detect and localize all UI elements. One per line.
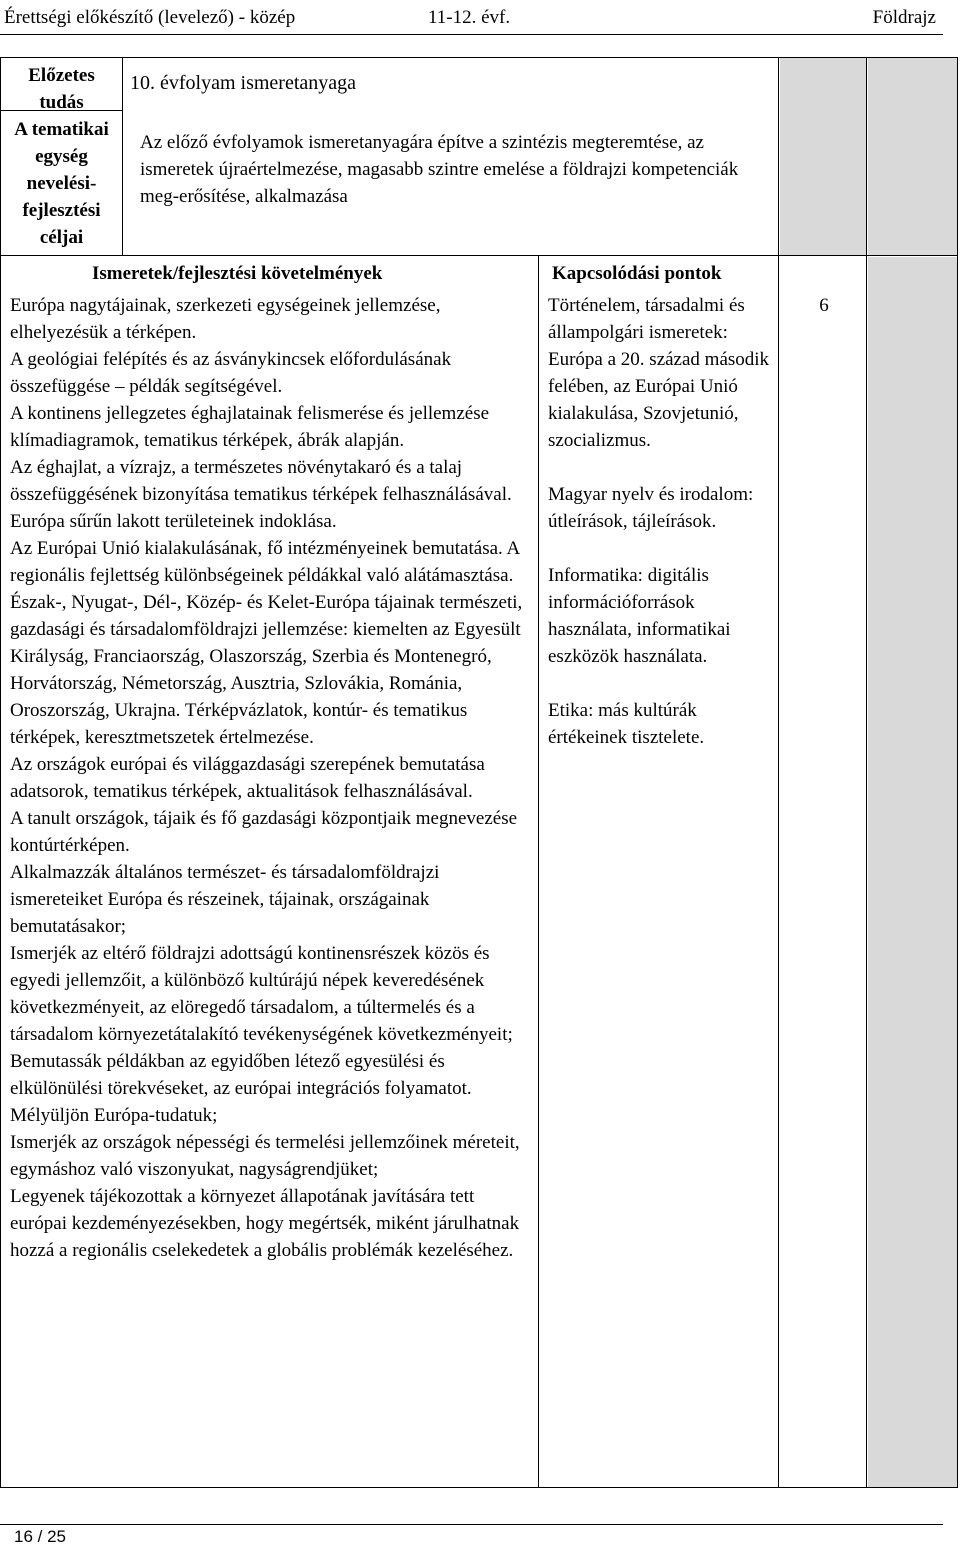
requirements-list: [10, 292, 530, 1264]
requirement-item: Ismerjék az eltérő földrajzi adottságú kontinensrészek közös és egyedi jellemzőit, a különböző kultúrájú népek keveredésének következményeit, az elöregedő társadalom, a túltermelés és a társadalom környezetátalakító tevékenységének következményeit;: [10, 943, 513, 1045]
header-rule: [0, 34, 943, 35]
grid-line: [538, 256, 539, 1488]
requirement-item: A tanult országok, tájaik és fő gazdasági központjaik megnevezése kontúrtérképen.: [10, 808, 518, 856]
header-course-title: Érettségi előkészítő (levelező) - közép: [4, 7, 296, 28]
requirement-item: Bemutassák példákban az egyidőben létező egyesülési és elkülönülési törekvéseket, az európai integrációs folyamatot. Mélyüljön Európa-tudatuk;: [10, 1051, 472, 1126]
grid-line: [122, 57, 123, 255]
link-item: Magyar nyelv és irodalom: útleírások, tájleírások.: [548, 484, 754, 532]
requirement-item: A geológiai felépítés és az ásványkincsek előfordulásának összefüggése – példák segítségével.: [10, 349, 452, 397]
objectives-label: A tematikai egység nevelési-fejlesztési céljai: [14, 119, 109, 248]
requirement-item: Ismerjék az országok népességi és termelési jellemzőinek méreteit, egymáshoz való viszonyukat, nagyságrendjüket;: [10, 1132, 520, 1180]
page-number: 16 / 25: [14, 1527, 66, 1546]
requirement-item: Az országok európai és világgazdasági szerepének bemutatása adatsorok, tematikus térképek, aktualitások felhasználásával.: [10, 754, 485, 802]
requirement-item: Az Európai Unió kialakulásának, fő intézményeinek bemutatása. A regionális fejlettség különbségeinek példákkal való alátámasztása.: [10, 538, 520, 586]
page-header: [0, 5, 960, 35]
grid-line: [0, 255, 958, 256]
requirement-item: Európa sűrűn lakott területeinek indoklása.: [10, 511, 337, 532]
link-item: Történelem, társadalmi és állampolgári ismeretek: Európa a 20. század második felében, az Európai Unió kialakulása, Szovjetunió, szocializmus.: [548, 295, 770, 451]
requirement-item: Legyenek tájékozottak a környezet állapotának javítására tett európai kezdeményezésekben, hogy megértsék, miként járulhatnak hozzá a regionális cselekedetek a globális problémák kezeléséhez.: [10, 1186, 520, 1261]
left-labels: [4, 62, 119, 251]
link-item: Etika: más kultúrák értékeinek tisztelete.: [548, 700, 705, 748]
shaded-cell: [868, 257, 957, 1487]
link-item: Informatika: digitális információforrások használata, informatikai eszközök használata.: [548, 565, 731, 667]
requirements-heading: Ismeretek/fejlesztési követelmények: [92, 263, 383, 284]
links-list: [548, 292, 776, 778]
requirement-item: Alkalmazzák általános természet- és társadalomföldrajzi ismereteiket Európa és részeinek, tájainak, országainak bemutatásakor;: [10, 862, 440, 937]
hours-value: 6: [819, 295, 829, 316]
grid-line: [866, 57, 867, 1488]
footer-rule: [0, 1524, 943, 1525]
grid-line: [778, 57, 779, 1488]
shaded-cell: [780, 58, 866, 255]
prev-knowledge-label: Előzetes tudás: [28, 65, 95, 113]
links-heading: Kapcsolódási pontok: [552, 263, 722, 284]
shaded-cell: [868, 58, 957, 255]
objective-text: Az előző évfolyamok ismeretanyagára építve a szintézis megteremtése, az ismeretek újraértelmezése, magasabb szintre emelése a földrajzi kompetenciák meg-erősítése, alkalmazása: [140, 132, 739, 207]
requirement-item: Észak-, Nyugat-, Dél-, Közép- és Kelet-Európa tájainak természeti, gazdasági és társadalomföldrajzi jellemzése: kiemelten az Egyesült Királyság, Franciaország, Olaszország, Szerbia és Montenegró, Horvátország, Németország, Ausztria, Szlovákia, Románia, Oroszország, Ukrajna. Térképvázlatok, kontúr- és tematikus térképek, keresztmetszetek értelmezése.: [10, 592, 523, 748]
header-grade: 11-12. évf.: [428, 7, 511, 28]
requirement-item: Európa nagytájainak, szerkezeti egységeinek jellemzése, elhelyezésük a térképen.: [10, 295, 441, 343]
requirement-item: A kontinens jellegzetes éghajlatainak felismerése és jellemzése klímadiagramok, tematikus térképek, ábrák alapján.: [10, 403, 490, 451]
header-subject: Földrajz: [872, 7, 936, 28]
requirement-item: Az éghajlat, a vízrajz, a természetes növénytakaró és a talaj összefüggésének bizonyítása tematikus térképek felhasználásával.: [10, 457, 512, 505]
grade-title: 10. évfolyam ismeretanyaga: [130, 72, 357, 94]
